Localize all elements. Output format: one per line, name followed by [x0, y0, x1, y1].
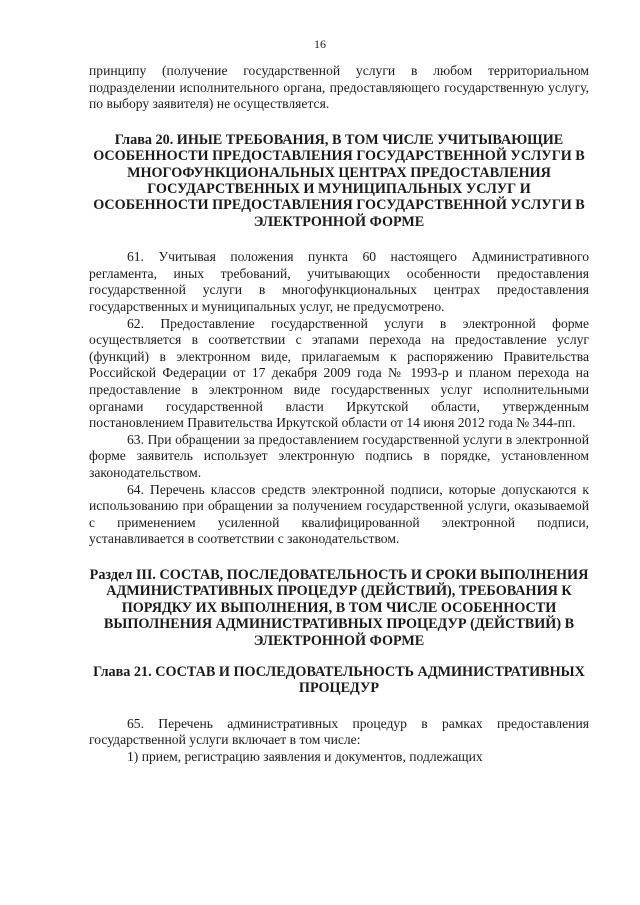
page-number: 16: [314, 37, 326, 51]
paragraph-62: 62. Предоставление государственной услуги в электронной форме осуществляется в соответствии с этапами перехода на предоставление услуг (функций) в электронном виде, прилагаемым к распоряжению Правительства Российской Федерации от 17 декабря 2009 года № 1993-р и планом перехода на предоставление в электронном виде государственных услуг исполнительными органами государственной власти Иркутской области, утвержденным постановлением Правительства Иркутской области от 14 июня 2012 года № 344-пп.: [89, 315, 589, 431]
paragraph-61: 61. Учитывая положения пункта 60 настоящего Административного регламента, иных требований, учитывающих особенности предоставления государственной услуги в многофункциональных центрах предоставления государственных и муниципальных услуг, не предусмотрено.: [89, 249, 589, 314]
paragraph-64: 64. Перечень классов средств электронной подписи, которые допускаются к использованию при обращении за получением государственной услуги, оказываемой с применением усиленной квалифицированной электронной подписи, устанавливается в соответствии с законодательством.: [89, 481, 589, 547]
chapter-21-heading: Глава 21. СОСТАВ И ПОСЛЕДОВАТЕЛЬНОСТЬ АДМИНИСТРАТИВНЫХ ПРОЦЕДУР: [93, 663, 585, 697]
section-3-heading: Раздел III. СОСТАВ, ПОСЛЕДОВАТЕЛЬНОСТЬ И СРОКИ ВЫПОЛНЕНИЯ АДМИНИСТРАТИВНЫХ ПРОЦЕДУР (ДЕЙСТВИЙ), ТРЕБОВАНИЯ К ПОРЯДКУ ИХ ВЫПОЛНЕНИЯ, В ТОМ ЧИСЛЕ ОСОБЕННОСТИ ВЫПОЛНЕНИЯ АДМИНИСТРАТИВНЫХ ПРОЦЕДУР (ДЕЙСТВИЙ) В ЭЛЕКТРОННОЙ ФОРМЕ: [89, 566, 589, 649]
intro-paragraph: принципу (получение государственной услуги в любом территориальном подразделении исполнительного органа, предоставляющего государственную услугу, по выбору заявителя) не осуществляется.: [89, 63, 589, 112]
chapter-20-heading: Глава 20. ИНЫЕ ТРЕБОВАНИЯ, В ТОМ ЧИСЛЕ УЧИТЫВАЮЩИЕ ОСОБЕННОСТИ ПРЕДОСТАВЛЕНИЯ ГОСУДАРСТВЕННОЙ УСЛУГИ В МНОГОФУНКЦИОНАЛЬНЫХ ЦЕНТРАХ ПРЕДОСТАВЛЕНИЯ ГОСУДАРСТВЕННЫХ И МУНИЦИПАЛЬНЫХ УСЛУГ И ОСОБЕННОСТИ ПРЕДОСТАВЛЕНИЯ ГОСУДАРСТВЕННОЙ УСЛУГИ В ЭЛЕКТРОННОЙ ФОРМЕ: [93, 131, 585, 230]
document-body: [89, 63, 589, 766]
paragraph-63: 63. При обращении за предоставлением государственной услуги в электронной форме заявитель использует электронную подпись в порядке, установленном законодательством.: [89, 431, 589, 480]
list-item-1: 1) прием, регистрацию заявления и документов, подлежащих: [127, 748, 483, 764]
paragraph-65: 65. Перечень административных процедур в рамках предоставления государственной услуги включает в том числе:: [89, 715, 589, 748]
